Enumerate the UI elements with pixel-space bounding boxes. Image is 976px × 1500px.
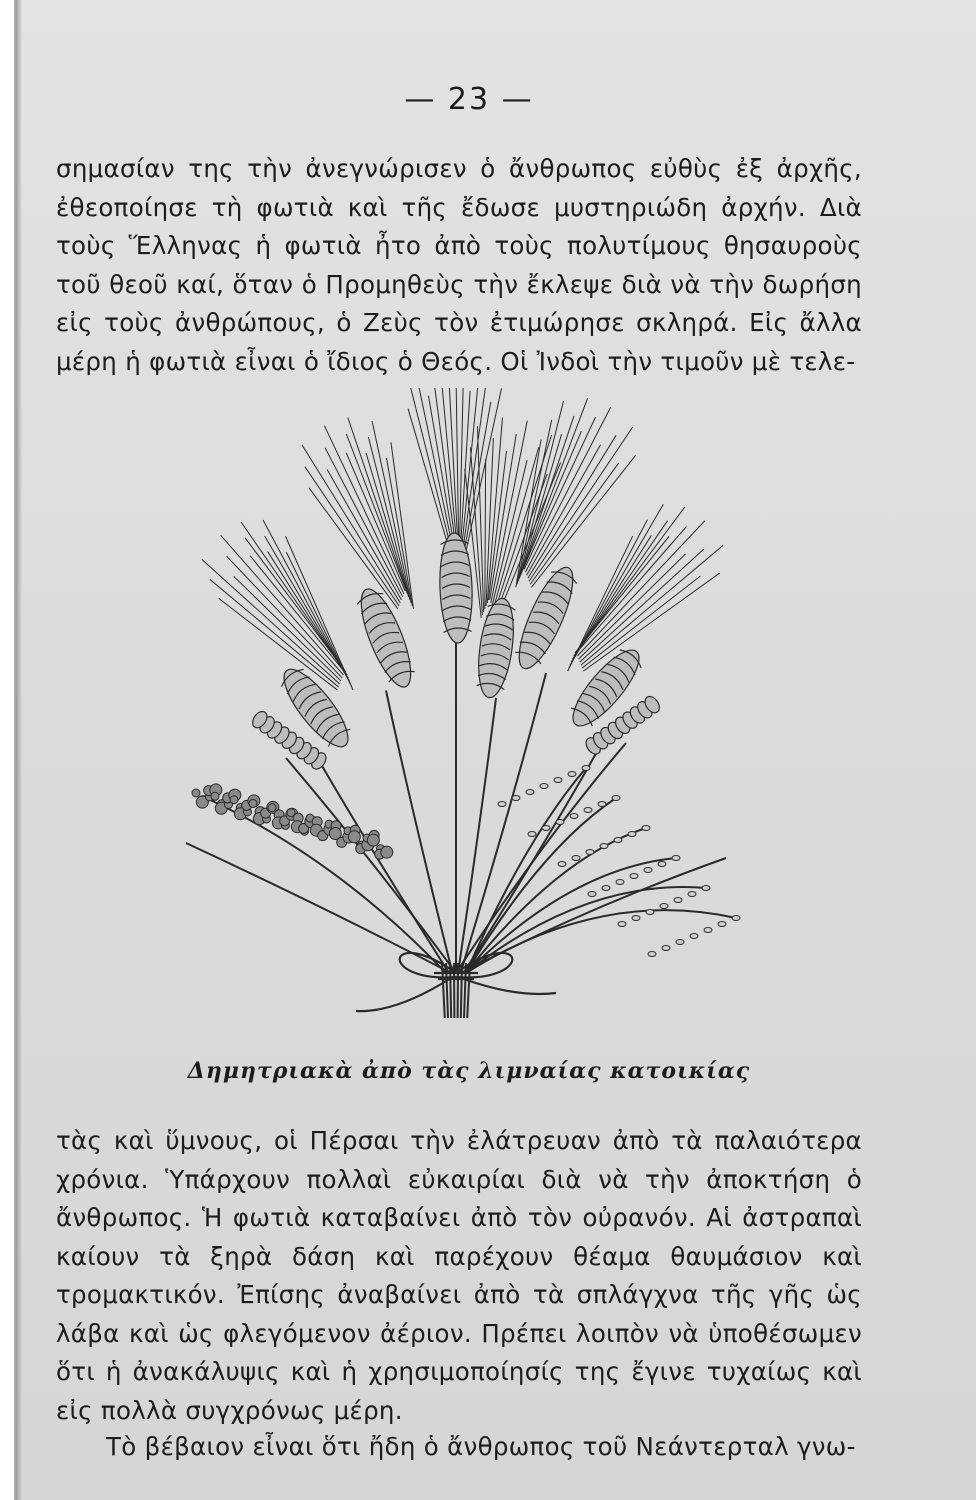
figure-caption: Δημητριακὰ ἀπὸ τὰς λιμναίας κατοικίας	[187, 1058, 751, 1084]
paragraph-1: σημασίαν της τὴν ἀνεγνώρισεν ὁ ἄνθρωπος εὐθὺς ἐξ ἀρχῆς, ἐθεοποίησε τὴ φωτιὰ καὶ τῆς ἔδωσε μυστηριώδη ἀρχήν. Διὰ τοὺς Ἕλληνας ἡ φωτιὰ ἦτο ἀπὸ τοὺς πολυτίμους θησαυροὺς τοῦ θεοῦ καί, ὅταν ὁ Προμηθεὺς τὴν ἔκλεψε διὰ νὰ τὴν δωρήση εἰς τοὺς ἀνθρώπους, ὁ Ζεὺς τὸν ἐτιμώρησε σκληρά. Εἰς ἄλλα μέρη ἡ φωτιὰ εἶναι ὁ ἴδιος ὁ Θεός. Οἱ Ἰνδοὶ τὴν τιμοῦν μὲ τελε-	[56, 154, 862, 376]
paragraph-3: Τὸ βέβαιον εἶναι ὅτι ἤδη ὁ ἄνθρωπος τοῦ Νεάντερταλ γνω-	[106, 1432, 856, 1461]
book-page	[14, 0, 976, 1500]
barley-awns	[202, 388, 723, 690]
paragraph-2: τὰς καὶ ὕμνους, οἱ Πέρσαι τὴν ἐλάτρευαν ἀπὸ τὰ παλαιότερα χρόνια. Ὑπάρχουν πολλαὶ εὐκαιρίαι διὰ νὰ τὴν ἀποκτήση ὁ ἄνθρωπος. Ἡ φωτιὰ καταβαίνει ἀπὸ τὸν οὐρανόν. Αἱ ἀστραπαὶ καίουν τὰ ξηρὰ δάση καὶ παρέχουν θέαμα θαυμάσιον καὶ τρομακτικόν. Ἐπίσης ἀναβαίνει ἀπὸ τὰ σπλάγχνα τῆς γῆς ὡς λάβα καὶ ὡς φλεγόμενον ἀέριον. Πρέπει λοιπὸν νὰ ὑποθέσωμεν ὅτι ἡ ἀνακάλυψις καὶ ἡ χρησιμοποίησίς της ἔγινε τυχαίως καὶ εἰς πολλὰ συγχρόνως μέρη.	[56, 1126, 862, 1425]
page-edge-shadow	[16, 0, 22, 1500]
page-number: — 23 —	[404, 82, 534, 117]
grain-bundle-illustration	[166, 388, 766, 1048]
